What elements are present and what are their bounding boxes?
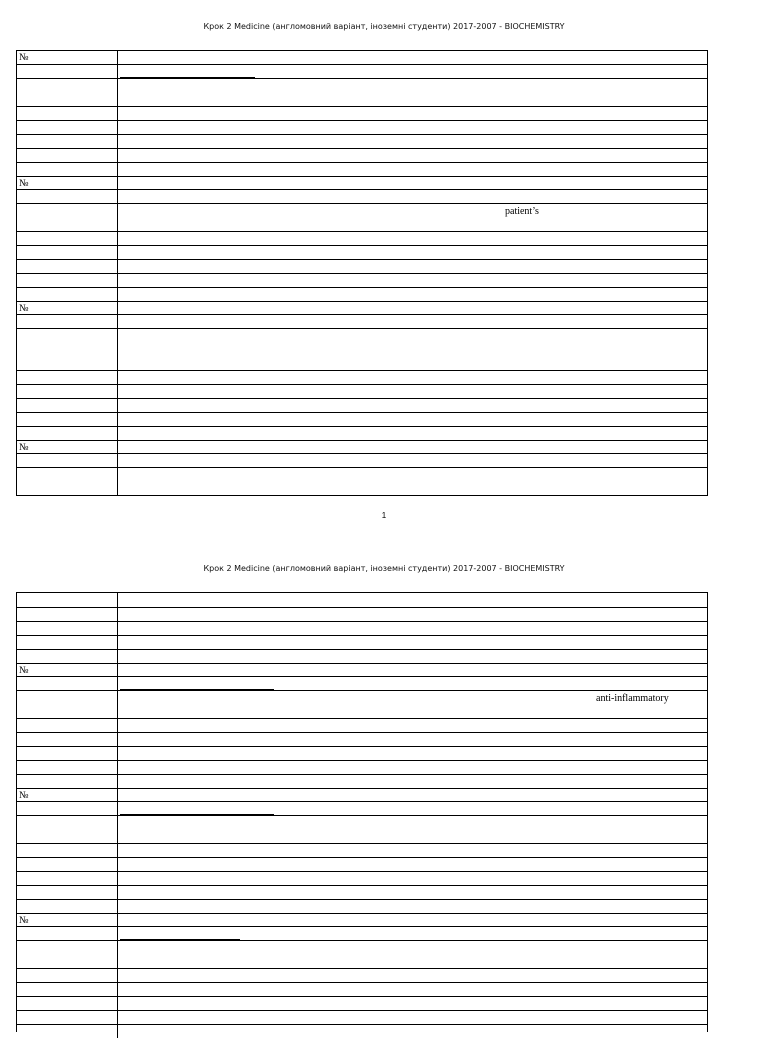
question-text-row <box>17 78 707 106</box>
answer-row <box>17 982 707 996</box>
answer-row <box>17 106 707 120</box>
underline-row <box>17 801 707 815</box>
answer-row <box>17 857 707 871</box>
question-number-row <box>17 301 707 314</box>
answer-row <box>17 231 707 245</box>
answer-row <box>17 746 707 760</box>
question-number-row <box>17 51 707 64</box>
page-header: Крок 2 Medicine (англомовний варіант, іноземні студенти) 2017-2007 - BIOCHEMISTRY <box>203 564 565 573</box>
answer-row <box>17 635 707 649</box>
question-text-row <box>17 467 707 495</box>
answer-row <box>17 843 707 857</box>
answer-row <box>17 384 707 398</box>
underline-row <box>17 926 707 940</box>
answer-row <box>17 120 707 134</box>
answer-row <box>17 412 707 426</box>
inline-text: anti-inflammatory <box>596 693 669 704</box>
answer-row <box>17 370 707 384</box>
question-text-row <box>17 815 707 843</box>
question-text-row <box>17 203 707 231</box>
answer-row <box>17 621 707 635</box>
question-number-row <box>17 788 707 801</box>
answer-row <box>17 398 707 412</box>
answer-row <box>17 649 707 663</box>
question-text-row <box>17 690 707 718</box>
answer-row <box>17 607 707 621</box>
answer-row <box>17 774 707 788</box>
answer-row <box>17 1024 707 1038</box>
answer-row <box>17 732 707 746</box>
answer-row <box>17 134 707 148</box>
answer-row <box>17 245 707 259</box>
question-number-row <box>17 176 707 189</box>
answer-row <box>17 287 707 301</box>
underline-row <box>17 64 707 78</box>
question-number-row <box>17 440 707 453</box>
answer-row <box>17 718 707 732</box>
number-sign: № <box>19 790 29 801</box>
number-sign: № <box>19 665 29 676</box>
underline-row <box>17 676 707 690</box>
number-sign: № <box>19 303 29 314</box>
question-table <box>16 50 708 496</box>
question-table <box>16 592 708 1032</box>
answer-row <box>17 871 707 885</box>
number-sign: № <box>19 915 29 926</box>
underline-row <box>17 453 707 467</box>
answer-row <box>17 968 707 982</box>
number-sign: № <box>19 52 29 63</box>
inline-text: patient’s <box>505 206 539 217</box>
question-text-row <box>17 940 707 968</box>
page-header: Крок 2 Medicine (англомовний варіант, іноземні студенти) 2017-2007 - BIOCHEMISTRY <box>203 22 565 31</box>
answer-row <box>17 996 707 1010</box>
answer-row <box>17 426 707 440</box>
answer-row <box>17 899 707 913</box>
underline-row <box>17 314 707 328</box>
answer-row <box>17 593 707 607</box>
answer-row <box>17 885 707 899</box>
answer-row <box>17 162 707 176</box>
answer-row <box>17 760 707 774</box>
page-number: 1 <box>381 511 387 520</box>
question-number-row <box>17 663 707 676</box>
underline-row <box>17 189 707 203</box>
answer-row <box>17 273 707 287</box>
answer-row <box>17 148 707 162</box>
question-text-row <box>17 328 707 370</box>
number-sign: № <box>19 178 29 189</box>
answer-row <box>17 259 707 273</box>
question-number-row <box>17 913 707 926</box>
answer-row <box>17 1010 707 1024</box>
number-sign: № <box>19 442 29 453</box>
